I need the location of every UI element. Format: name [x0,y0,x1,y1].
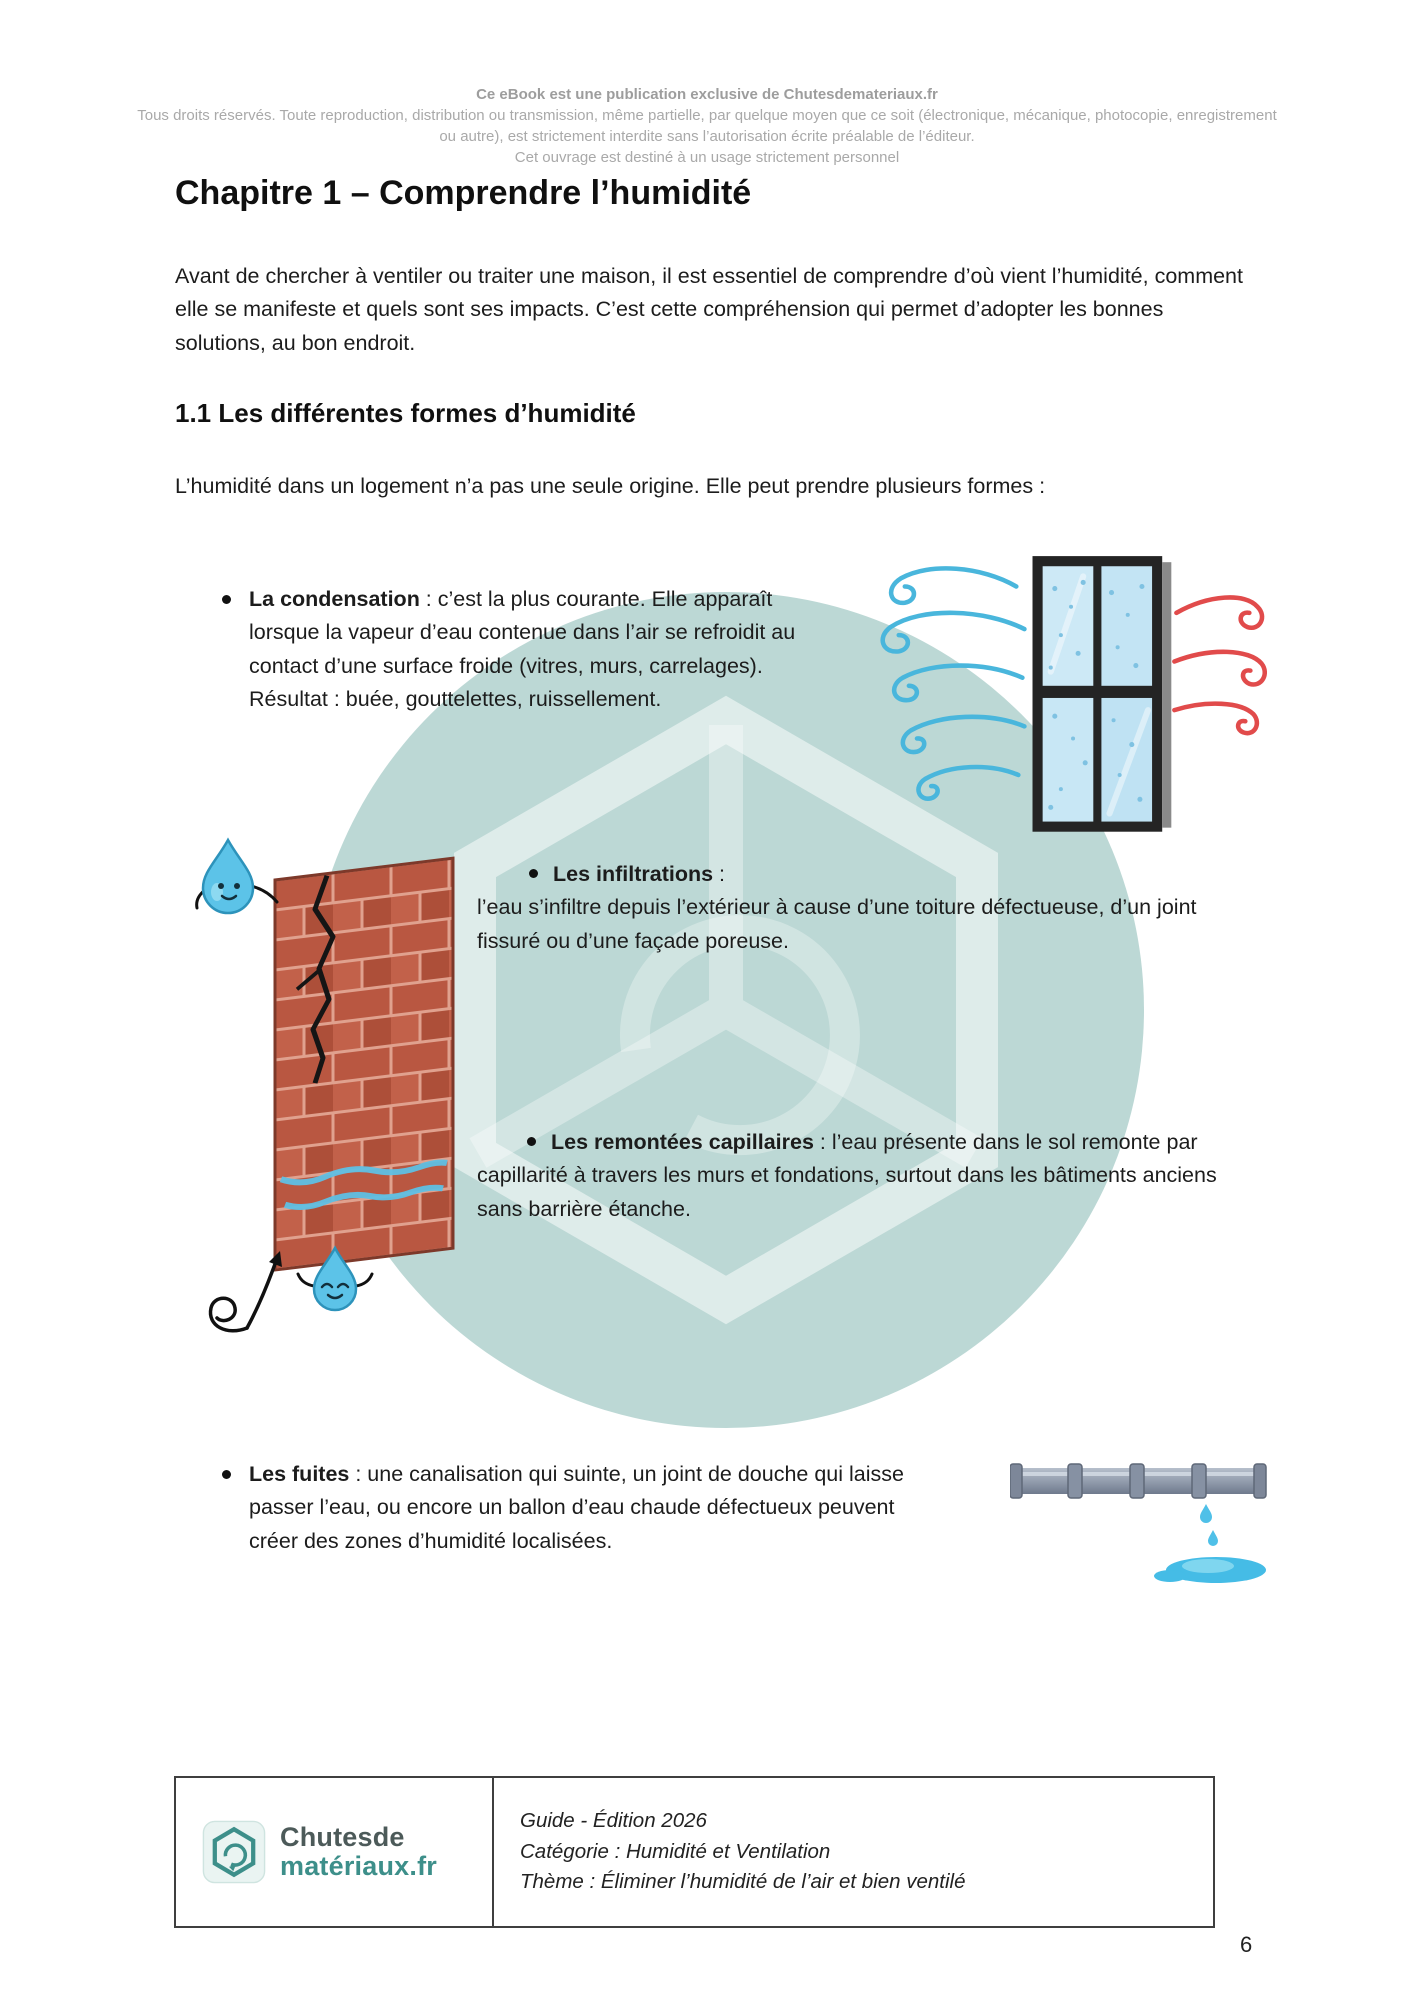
bullet-infiltrations-label-line [477,858,1252,891]
section-heading: 1.1 Les différentes formes d’humidité [175,398,636,428]
header-line-1: Ce eBook est une publication exclusive de Chutesdemateriaux.fr [476,86,938,103]
section-lead: L’humidité dans un logement n’a pas une seule origine. Elle peut prendre plusieurs formes : [175,474,1046,498]
bullet-capillaires-body: : l’eau présente dans le sol remonte par capillarité à travers les murs et fondations, surtout dans les bâtiments anciens sans barrière étanche. [477,1130,1217,1221]
chapter-title: Chapitre 1 – Comprendre l’humidité [175,174,752,212]
water-drip-icon [1200,1504,1218,1546]
brand-name [280,1823,437,1881]
bullet-dot [222,595,231,604]
footer-brand [176,1778,494,1926]
bullet-condensation-label: La condensation [249,587,420,611]
bullet-fuites-label: Les fuites [249,1462,350,1486]
leaking-pipe-illustration [1010,1438,1275,1593]
page-number: 6 [1240,1932,1253,1957]
footer-meta [494,1778,966,1926]
bullet-fuites [222,1458,962,1558]
bullet-capillaires [477,1126,1227,1226]
brand-logo-icon [202,1820,266,1884]
footer-theme: Thème : Éliminer l’humidité de l’air et bien ventilé [520,1870,966,1894]
bullet-infiltrations [477,858,1252,958]
brand-name-line1: Chutesde [280,1821,405,1852]
bullet-condensation-text [249,583,801,716]
bullet-capillaires-label: Les remontées capillaires [551,1130,814,1154]
bullet-condensation [222,583,822,716]
water-drop-character-icon [197,840,277,913]
pipe-icon [1010,1464,1266,1498]
bullet-infiltrations-body: l’eau s’infiltre depuis l’extérieur à cause d’une toiture défectueuse, d’un joint fissuré ou d’une façade poreuse. [477,895,1197,953]
header-line-2: Tous droits réservés. Toute reproduction, distribution ou transmission, même partielle, par quelque moyen que ce soit (électronique, mécanique, photocopie, enregistrement ou autre), est strictement interdite sans l’autorisation écrite préalable de l’éditeur. [137,107,1277,145]
bullet-dot [527,1137,536,1146]
bullet-infiltrations-label: Les infiltrations [553,862,714,886]
footer-category: Catégorie : Humidité et Ventilation [520,1839,831,1863]
rising-arrow-icon [210,1264,275,1331]
bullet-dot [222,1470,231,1479]
window-icon [1033,556,1172,832]
bullet-infiltrations-colon: : [713,862,726,886]
puddle-icon [1154,1557,1266,1583]
bullet-dot [529,869,538,878]
bullet-fuites-text [249,1458,939,1558]
header-line-3: Cet ouvrage est destiné à un usage strictement personnel [514,149,900,166]
footer-guide-edition: Guide - Édition 2026 [520,1808,707,1832]
copyright-header [137,84,1277,168]
intro-paragraph: Avant de chercher à ventiler ou traiter une maison, il est essentiel de comprendre d’où vient l’humidité, comment elle se manifeste et quels sont ses impacts. C’est cette compréhension qui permet d’adopter les bonnes solutions, au bon endroit. [175,264,1243,355]
window-condensation-illustration [872,548,1268,854]
bullet-condensation-body: : c’est la plus courante. Elle apparaît lorsque la vapeur d’eau contenue dans l’air se refroidit au contact d’une surface froide (vitres, murs, carrelages). Résultat : buée, gouttelettes, ruissellement. [249,587,796,711]
brick-wall-icon [275,858,453,1270]
bullet-fuites-body: : une canalisation qui suinte, un joint de douche qui laisse passer l’eau, ou encore un ballon d’eau chaude défectueux peuvent créer des zones d’humidité localisées. [249,1462,904,1553]
footer [174,1776,1215,1928]
brick-wall-infiltration-illustration [185,820,485,1345]
warm-air-swirls-icon [1174,597,1264,733]
cold-air-swirls-icon [883,568,1025,798]
brand-name-line2: matériaux.fr [280,1851,437,1881]
